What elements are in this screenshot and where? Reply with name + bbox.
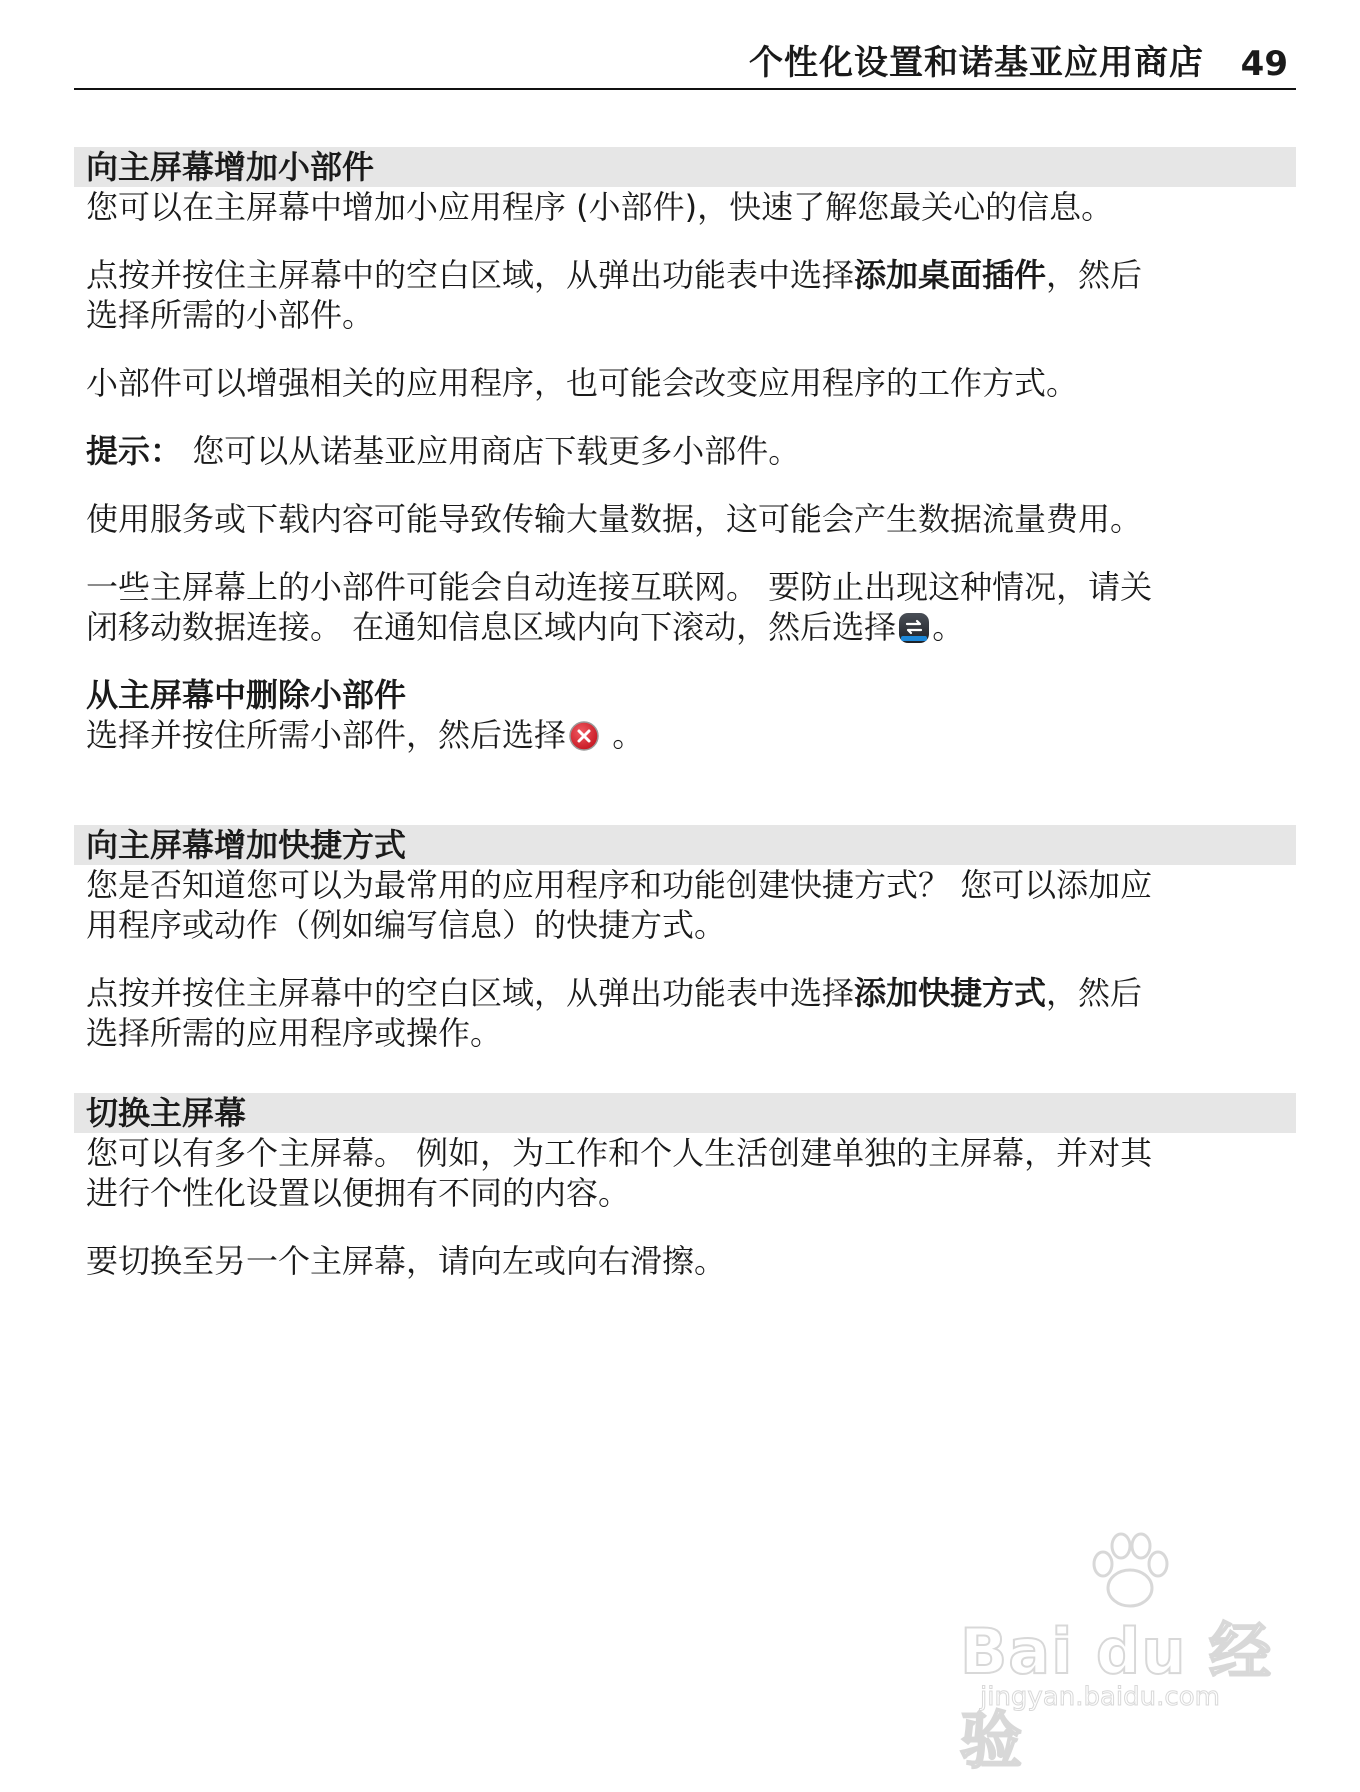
text-run: ，然后 <box>1046 256 1143 294</box>
page-header <box>74 42 1296 90</box>
tip-label: 提示： <box>86 432 183 470</box>
text-run: ，然后 <box>1046 974 1143 1012</box>
text-run: 选择所需的应用程序或操作。 <box>86 1014 503 1052</box>
text-run: 您是否知道您可以为最常用的应用程序和功能创建快捷方式？ 您可以添加应 <box>86 866 1153 904</box>
text-run: 您可以有多个主屏幕。 例如，为工作和个人生活创建单独的主屏幕，并对其 <box>86 1134 1153 1172</box>
baidu-jingyan-watermark <box>960 1532 1300 1777</box>
menu-option-add-desktop-plugin: 添加桌面插件 <box>854 256 1047 294</box>
text-run: 一些主屏幕上的小部件可能会自动连接互联网。 要防止出现这种情况，请关 <box>86 568 1153 606</box>
menu-option-add-shortcut: 添加快捷方式 <box>854 974 1047 1012</box>
paw-logo-icon <box>1085 1532 1175 1612</box>
tip-text: 您可以从诺基亚应用商店下载更多小部件。 <box>182 432 801 470</box>
section-heading-add-widgets: 向主屏幕增加小部件 <box>74 147 1296 187</box>
text-run: 点按并按住主屏幕中的空白区域，从弹出功能表中选择 <box>86 256 855 294</box>
text-run: 。 <box>602 716 645 754</box>
section-heading-add-shortcuts: 向主屏幕增加快捷方式 <box>74 825 1296 865</box>
paragraph-tip <box>74 431 1296 471</box>
paragraph-widgets-enhance: 小部件可以增强相关的应用程序，也可能会改变应用程序的工作方式。 <box>86 364 1079 402</box>
text-run: 进行个性化设置以便拥有不同的内容。 <box>86 1174 631 1212</box>
watermark-brand: Bai du 经验 <box>960 1615 1273 1777</box>
remove-icon <box>568 720 600 752</box>
text-run: 选择并按住所需小部件，然后选择 <box>86 716 567 754</box>
text-run: 选择所需的小部件。 <box>86 296 375 334</box>
paragraph-auto-connect <box>74 567 1296 647</box>
text-run: 用程序或动作（例如编写信息）的快捷方式。 <box>86 906 727 944</box>
text-run: 点按并按住主屏幕中的空白区域，从弹出功能表中选择 <box>86 974 855 1012</box>
paragraph-add-shortcut-steps <box>74 973 1296 1053</box>
paragraph-remove-widget <box>74 715 1296 755</box>
watermark-url: jingyan.baidu.com <box>980 1682 1220 1712</box>
section-heading-switch-homescreen: 切换主屏幕 <box>74 1093 1296 1133</box>
paragraph-widgets-intro: 您可以在主屏幕中增加小应用程序 (小部件)，快速了解您最关心的信息。 <box>86 188 1114 226</box>
page-header-title: 个性化设置和诺基亚应用商店 <box>749 43 1204 83</box>
page-number: 49 <box>1240 44 1288 84</box>
text-run: 闭移动数据连接。 在通知信息区域内向下滚动，然后选择 <box>86 608 897 646</box>
paragraph-multiple-homescreens <box>74 1133 1296 1213</box>
paragraph-add-widget-steps <box>74 255 1296 335</box>
paragraph-data-charges: 使用服务或下载内容可能导致传输大量数据，这可能会产生数据流量费用。 <box>86 500 1143 538</box>
subheading-remove-widget: 从主屏幕中删除小部件 <box>86 676 407 714</box>
text-run: 。 <box>932 608 965 646</box>
data-connection-icon <box>898 612 930 644</box>
paragraph-swipe-to-switch: 要切换至另一个主屏幕，请向左或向右滑擦。 <box>86 1242 727 1280</box>
paragraph-shortcuts-intro <box>74 865 1296 945</box>
page-content <box>74 147 1296 1281</box>
